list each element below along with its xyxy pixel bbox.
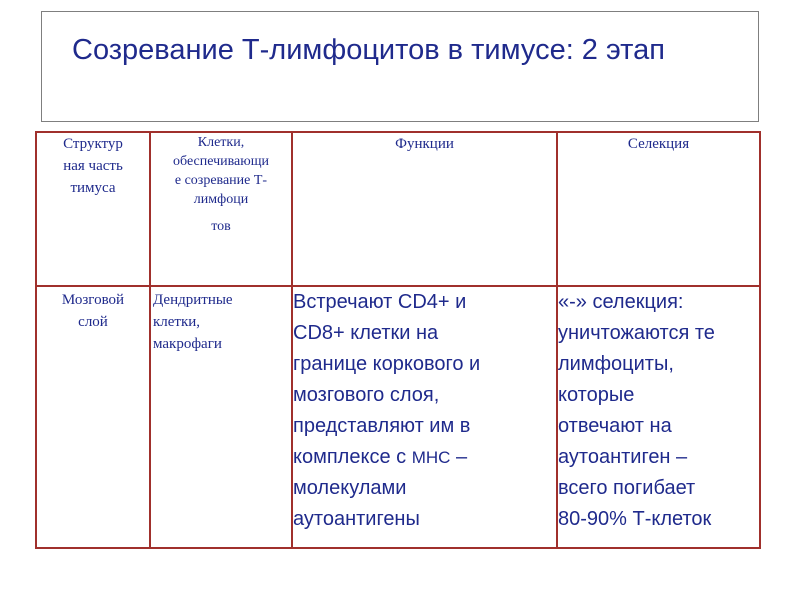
- maturation-table: [35, 131, 761, 549]
- cell-functions-line: молекулами: [293, 477, 407, 499]
- header-functions: [292, 132, 557, 286]
- header-selection-label: Селекция: [627, 136, 690, 152]
- cell-functions-line: Встречают CD4+ и: [293, 291, 467, 313]
- header-structure-line: тимуса: [70, 180, 116, 196]
- cell-selection-line: «-» селекция:: [558, 291, 684, 313]
- cell-cells: [150, 286, 292, 548]
- cell-structure-line: слой: [78, 314, 108, 330]
- cell-functions-line: [293, 442, 556, 473]
- header-structure-line: Структур: [63, 136, 123, 152]
- cell-functions-line: представляют им в: [293, 415, 471, 437]
- header-cells-line: обеспечивающи: [173, 154, 269, 169]
- cell-selection-line: аутоантиген –: [558, 446, 688, 468]
- slide-title: Созревание Т-лимфоцитов в тимусе: 2 этап: [72, 34, 665, 66]
- header-selection: [557, 132, 760, 286]
- mhc-abbreviation: МНС: [411, 448, 451, 467]
- cell-structure: [36, 286, 150, 548]
- cell-functions: [292, 286, 557, 548]
- cell-functions-line: CD8+ клетки на: [293, 322, 439, 344]
- header-functions-label: Функции: [395, 136, 454, 152]
- table-row-medulla: [36, 286, 760, 548]
- header-cells-line: тов: [211, 219, 231, 234]
- header-cells-line: Клетки,: [197, 135, 245, 150]
- cell-selection-line: которые: [558, 384, 635, 406]
- cell-selection-line: уничтожаются те: [558, 322, 715, 344]
- cell-functions-line: границе коркового и: [293, 353, 481, 375]
- header-cells-line: лимфоци: [193, 192, 249, 207]
- cell-selection-line: лимфоциты,: [558, 353, 674, 375]
- cell-functions-line: аутоантигены: [293, 508, 420, 530]
- cell-selection-line: отвечают на: [558, 415, 672, 437]
- cell-cells-line: клетки,: [153, 314, 201, 330]
- cell-structure-line: Мозговой: [61, 292, 125, 308]
- title-box: [41, 11, 759, 122]
- cell-cells-line: макрофаги: [153, 336, 222, 352]
- cell-cells-line: Дендритные: [153, 292, 233, 308]
- cell-selection-line: 80-90% Т-клеток: [558, 508, 712, 530]
- cell-selection: [557, 286, 760, 548]
- cell-selection-line: всего погибает: [558, 477, 696, 499]
- header-structure: [36, 132, 150, 286]
- cell-functions-line: мозгового слоя,: [293, 384, 440, 406]
- text-fragment: комплексе с: [293, 446, 412, 468]
- header-structure-line: ная часть: [63, 158, 123, 174]
- table-header-row: [36, 132, 760, 286]
- header-cells: [150, 132, 292, 286]
- header-cells-line: е созревание Т-: [174, 173, 268, 188]
- text-fragment: –: [450, 446, 468, 468]
